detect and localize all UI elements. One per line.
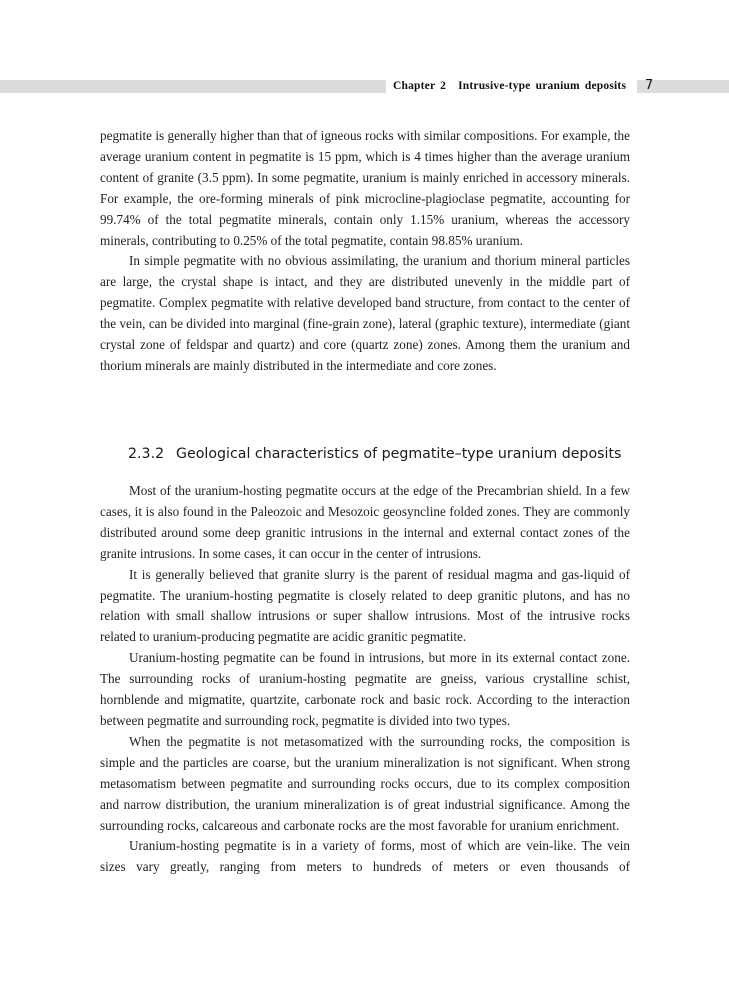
section-number: 2.3.2 (128, 446, 165, 462)
paragraph: Most of the uranium-hosting pegmatite occurs at the edge of the Precambrian shield. In a few cases, it is also found in the Paleozoic and Mesozoic geosyncline folded zones. They are commonly distributed around some deep granitic intrusions in the internal and external contact zones of the granite intrusions. In some cases, it can occur in the center of intrusions. (100, 483, 630, 561)
page-number: 7 (645, 78, 654, 93)
body-text-bottom (100, 481, 630, 878)
header-band (0, 80, 386, 93)
paragraph: pegmatite is generally higher than that of igneous rocks with similar compositions. For example, the average uranium content in pegmatite is 15 ppm, which is 4 times higher than the average uranium content of granite (3.5 ppm). In some pegmatite, uranium is mainly enriched in accessory minerals. For example, the ore-forming minerals of pink microcline-plagioclase pegmatite, accounting for 99.74% of the total pegmatite minerals, contain only 1.15% uranium, whereas the accessory minerals, contributing to 0.25% of the total pegmatite, contain 98.85% uranium. (100, 128, 630, 248)
paragraph: Uranium-hosting pegmatite is in a variety of forms, most of which are vein-like. The vein sizes vary greatly, ranging from meters to hundreds of meters or even thousands of (100, 838, 630, 875)
chapter-title: Intrusive-type uranium deposits (458, 80, 627, 92)
section-heading (128, 444, 648, 464)
paragraph: In simple pegmatite with no obvious assimilating, the uranium and thorium mineral particles are large, the crystal shape is intact, and they are distributed unevenly in the middle part of pegmatite. Complex pegmatite with relative developed band structure, from contact to the center of the vein, can be divided into marginal (fine-grain zone), lateral (graphic texture), intermediate (giant crystal zone of feldspar and quartz) and core (quartz zone) zones. Among them the uranium and thorium minerals are mainly distributed in the intermediate and core zones. (100, 253, 630, 373)
chapter-label: Chapter 2 (393, 80, 447, 92)
paragraph: Uranium-hosting pegmatite can be found in intrusions, but more in its external contact zone. The surrounding rocks of uranium-hosting pegmatite are gneiss, various crystalline schist, hornblende and migmatite, quartzite, carbonate rock and basic rock. According to the interaction between pegmatite and surrounding rock, pegmatite is divided into two types. (100, 650, 630, 728)
section-title: Geological characteristics of pegmatite–type uranium deposits (176, 446, 622, 462)
running-header (393, 78, 626, 95)
body-text-top (100, 126, 630, 377)
paragraph: It is generally believed that granite slurry is the parent of residual magma and gas-liquid of pegmatite. The uranium-hosting pegmatite is closely related to deep granitic plutons, and has no relation with small shallow intrusions or super shallow intrusions. Most of the intrusive rocks related to uranium-producing pegmatite are acidic granitic pegmatite. (100, 566, 630, 645)
paragraph: When the pegmatite is not metasomatized with the surrounding rocks, the composition is simple and the particles are coarse, but the uranium mineralization is not significant. When strong metasomatism between pegmatite and surrounding rocks occurs, due to its complex composition and narrow distribution, the uranium mineralization is of great industrial significance. Among the surrounding rocks, calcareous and carbonate rocks are the most favorable for uranium enrichment. (100, 733, 630, 833)
